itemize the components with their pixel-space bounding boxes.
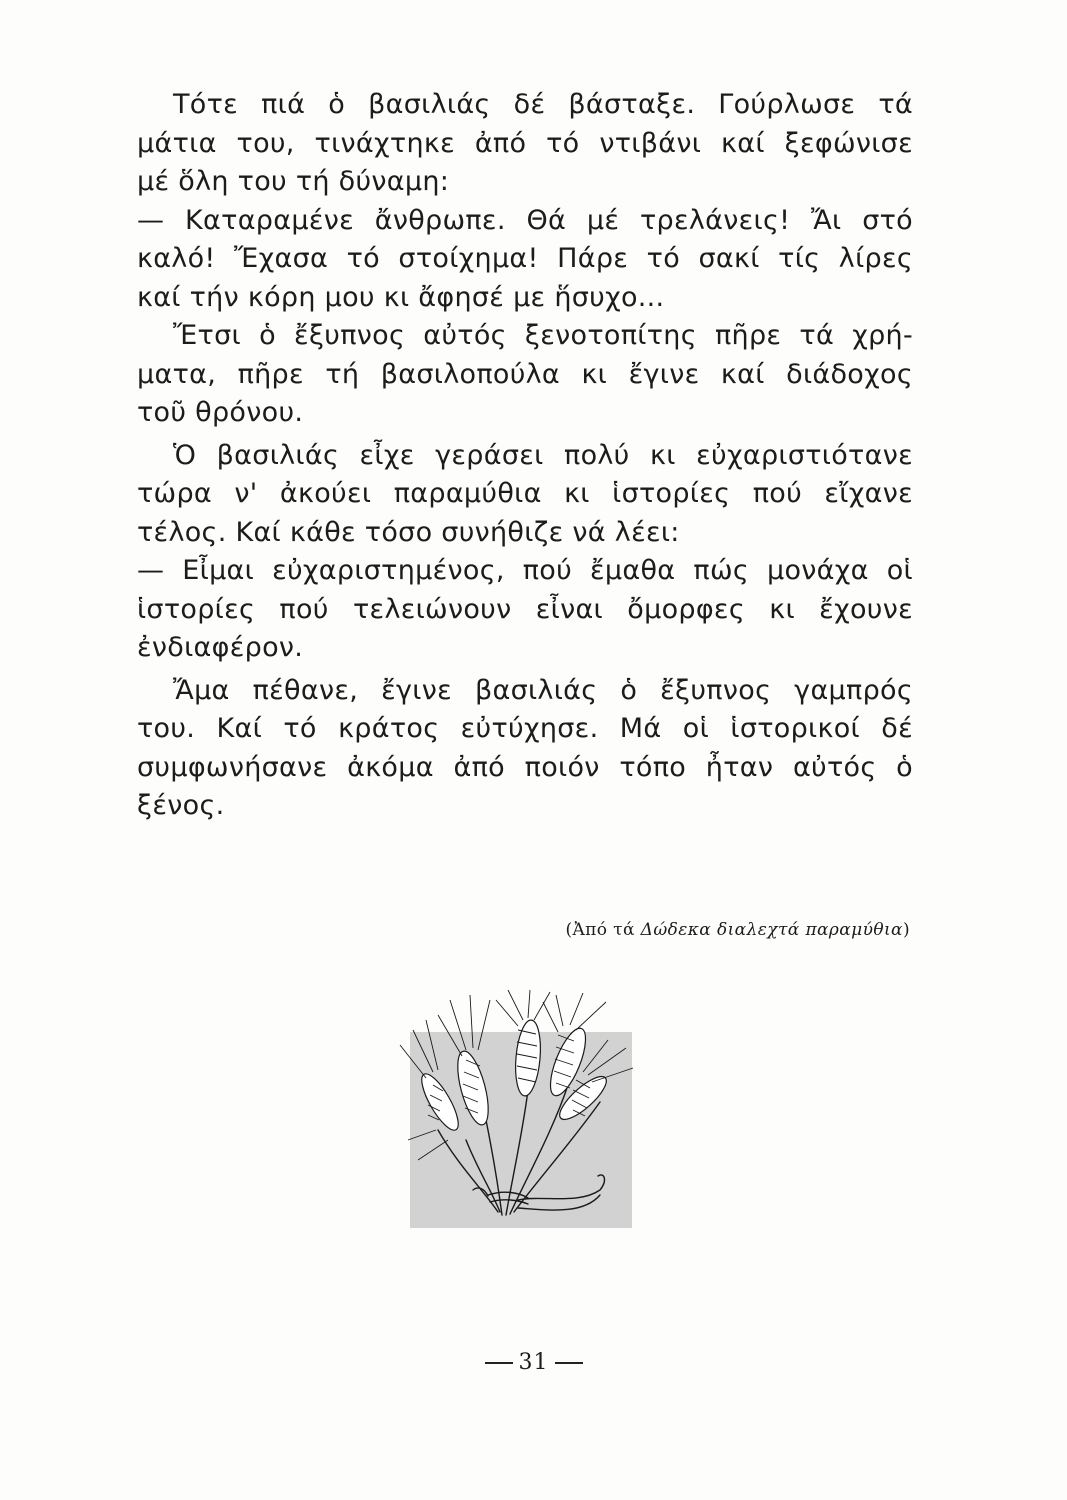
wheat-sheaf-icon — [378, 990, 648, 1240]
text-line: ξένος. — [137, 790, 225, 821]
text-line: τέλος. Καί κάθε τόσο συνήθιζε νά λέει: — [137, 516, 680, 548]
text-line: μάτια του, τινάχτηκε ἀπό τό ντιβάνι καί ξεφώνισε — [137, 127, 913, 159]
story-text — [137, 86, 913, 826]
text-line: Ἔτσι ὁ ἔξυπνος αὐτός ξενοτοπίτης πῆρε τά χρή- — [173, 320, 913, 351]
dash-right — [555, 1362, 583, 1364]
text-line: ἱστορίες πού τελειώνουν εἶναι ὄμορφες κι ἔχουνε — [137, 593, 913, 625]
dash-left — [485, 1362, 513, 1364]
text-line: ἐνδιαφέρον. — [137, 632, 304, 663]
text-line: ματα, πῆρε τή βασιλοπούλα κι ἔγινε καί διάδοχος — [137, 358, 913, 390]
source-book-title: Δώδεκα διαλεχτά παραμύθια — [640, 920, 903, 940]
text-line: του. Καί τό κράτος εὐτύχησε. Μά οἱ ἱστορικοί δέ — [137, 713, 913, 744]
text-line: καί τήν κόρη μου κι ἄφησέ με ἥσυχο... — [137, 281, 665, 313]
source-prefix: (Ἀπό τά — [565, 920, 641, 940]
text-line: Ὁ βασιλιάς εἶχε γεράσει πολύ κι εὐχαριστιότανε — [173, 439, 913, 471]
page-number — [0, 1350, 1067, 1375]
text-line: τώρα ν' ἀκούει παραμύθια κι ἱστορίες πού εἴχανε — [137, 478, 913, 509]
dialogue-line: — Εἶμαι εὐχαριστημένος, πού ἔμαθα πώς μονάχα οἱ — [137, 555, 913, 586]
text-line: μέ ὅλη του τή δύναμη: — [137, 166, 450, 197]
page-number-value: 31 — [518, 1350, 549, 1375]
text-line: καλό! Ἔχασα τό στοίχημα! Πάρε τό σακί τίς λίρες — [137, 243, 913, 274]
text-line: Ἄμα πέθανε, ἔγινε βασιλιάς ὁ ἔξυπνος γαμπρός — [173, 674, 913, 706]
source-suffix: ) — [902, 920, 910, 940]
text-line: συμφωνήσανε ἀκόμα ἀπό ποιόν τόπο ἦταν αὐτός ὁ — [137, 751, 913, 783]
dialogue-line: — Καταραμένε ἄνθρωπε. Θά μέ τρελάνεις! Ἄι στό — [137, 204, 913, 236]
source-citation — [565, 920, 910, 940]
text-line: τοῦ θρόνου. — [137, 397, 304, 428]
text-line: Τότε πιά ὁ βασιλιάς δέ βάσταξε. Γούρλωσε τά — [173, 89, 913, 120]
